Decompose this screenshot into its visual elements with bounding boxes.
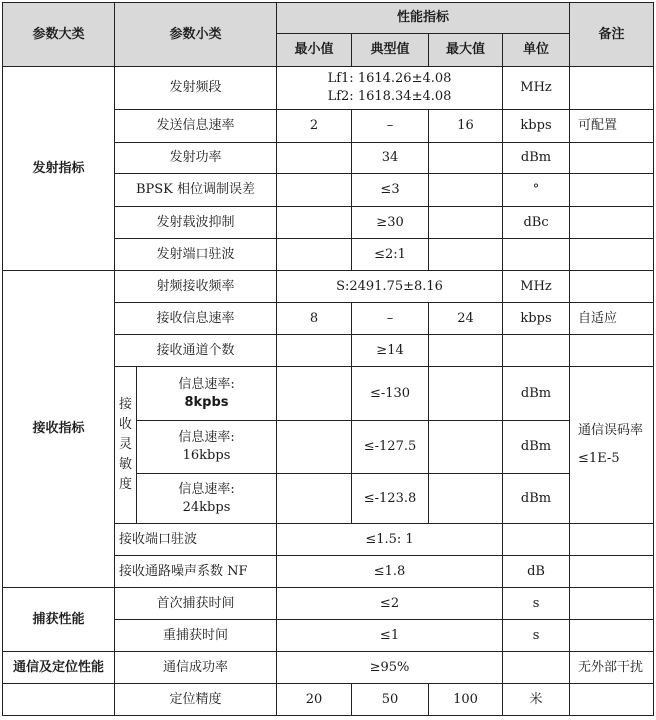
param-label: 发射载波抑制 xyxy=(115,207,277,239)
header-minor: 参数小类 xyxy=(115,3,277,67)
sens-rate-title: 信息速率: xyxy=(178,481,235,497)
typ-cell: ≥14 xyxy=(352,335,429,367)
min-cell xyxy=(277,421,352,474)
band-value-1: Lf1: 1614.26±4.08 xyxy=(327,71,452,86)
note-cell xyxy=(570,143,654,174)
param-label: 通信成功率 xyxy=(115,652,277,684)
reacq-value: ≤1 xyxy=(277,620,503,652)
unit-cell: kbps xyxy=(503,303,570,335)
note-cell: 无外部干扰 xyxy=(570,652,654,684)
header-typ: 典型值 xyxy=(352,34,429,67)
band-value xyxy=(277,67,503,110)
min-cell xyxy=(277,474,352,524)
band-value-2: Lf2: 1618.34±4.08 xyxy=(327,89,452,104)
note-cell xyxy=(570,335,654,367)
category-rx: 接收指标 xyxy=(3,271,115,588)
min-cell xyxy=(277,239,352,271)
max-cell xyxy=(429,421,503,474)
note-cell: 自适应 xyxy=(570,303,654,335)
category-acq: 捕获性能 xyxy=(3,588,115,652)
sens-note-line2: ≤1E-5 xyxy=(578,451,620,466)
header-min: 最小值 xyxy=(277,34,352,67)
header-max: 最大值 xyxy=(429,34,503,67)
min-cell: 8 xyxy=(277,303,352,335)
unit-cell: MHz xyxy=(503,271,570,303)
param-label: 首次捕获时间 xyxy=(115,588,277,620)
category-empty xyxy=(3,684,115,716)
sens-note xyxy=(570,367,654,524)
unit-cell: dBm xyxy=(503,143,570,174)
sens-rate-value: 16kbps xyxy=(182,448,231,463)
sens-rate-value: 24kbps xyxy=(182,499,231,515)
unit-cell: dBc xyxy=(503,207,570,239)
category-comm: 通信及定位性能 xyxy=(3,652,115,684)
unit-cell: dBm xyxy=(503,367,570,421)
unit-cell: s xyxy=(503,620,570,652)
vswr-value: ≤1.5: 1 xyxy=(277,524,503,556)
note-cell xyxy=(570,207,654,239)
note-cell xyxy=(570,556,654,588)
unit-cell xyxy=(503,335,570,367)
note-cell xyxy=(570,271,654,303)
max-cell: 16 xyxy=(429,110,503,143)
min-cell xyxy=(277,367,352,421)
param-label: 接收信息速率 xyxy=(115,303,277,335)
max-cell xyxy=(429,474,503,524)
category-tx: 发射指标 xyxy=(3,67,115,271)
param-label: 接收通道个数 xyxy=(115,335,277,367)
param-label: 发射功率 xyxy=(115,143,277,174)
unit-cell: MHz xyxy=(503,67,570,110)
sens-rate-label xyxy=(137,421,277,474)
table-row xyxy=(3,684,654,716)
header-unit: 单位 xyxy=(503,34,570,67)
typ-cell: – xyxy=(352,303,429,335)
unit-cell: dB xyxy=(503,556,570,588)
max-cell: 24 xyxy=(429,303,503,335)
sens-char: 灵 xyxy=(118,437,132,452)
sens-char: 敏 xyxy=(118,457,132,472)
note-cell xyxy=(570,174,654,207)
max-cell: 100 xyxy=(429,684,503,716)
first-acq-value: ≤2 xyxy=(277,588,503,620)
min-cell xyxy=(277,143,352,174)
header-perf: 性能指标 xyxy=(277,3,570,34)
max-cell xyxy=(429,207,503,239)
sens-rate-title: 信息速率: xyxy=(178,430,235,445)
table-row xyxy=(3,652,654,684)
note-cell xyxy=(570,239,654,271)
typ-cell: ≤-123.8 xyxy=(352,474,429,524)
max-cell xyxy=(429,335,503,367)
freq-value: S:2491.75±8.16 xyxy=(277,271,503,303)
param-label: 发射频段 xyxy=(115,67,277,110)
typ-cell: ≤-127.5 xyxy=(352,421,429,474)
header-note: 备注 xyxy=(570,3,654,67)
typ-cell: ≤3 xyxy=(352,174,429,207)
note-cell xyxy=(570,620,654,652)
unit-cell: dBm xyxy=(503,474,570,524)
sens-rate-label xyxy=(137,367,277,421)
max-cell xyxy=(429,239,503,271)
table-row xyxy=(3,588,654,620)
sens-rate-label xyxy=(137,474,277,524)
note-cell xyxy=(570,524,654,556)
max-cell xyxy=(429,143,503,174)
nf-value: ≤1.8 xyxy=(277,556,503,588)
param-label: 发送信息速率 xyxy=(115,110,277,143)
typ-cell: ≤2:1 xyxy=(352,239,429,271)
max-cell xyxy=(429,174,503,207)
unit-cell: 米 xyxy=(503,684,570,716)
min-cell xyxy=(277,207,352,239)
unit-cell: ° xyxy=(503,174,570,207)
header-major: 参数大类 xyxy=(3,3,115,67)
typ-cell: ≤-130 xyxy=(352,367,429,421)
table-row xyxy=(3,67,654,110)
param-label: 定位精度 xyxy=(115,684,277,716)
note-cell xyxy=(570,588,654,620)
spec-table xyxy=(2,2,654,716)
param-label: 射频接收频率 xyxy=(115,271,277,303)
typ-cell: ≥30 xyxy=(352,207,429,239)
note-cell xyxy=(570,684,654,716)
unit-cell xyxy=(503,524,570,556)
note-cell: 可配置 xyxy=(570,110,654,143)
typ-cell: 50 xyxy=(352,684,429,716)
sens-char: 收 xyxy=(118,417,132,432)
typ-cell: 34 xyxy=(352,143,429,174)
table-row xyxy=(3,271,654,303)
param-label: 重捕获时间 xyxy=(115,620,277,652)
sens-char: 度 xyxy=(118,477,132,492)
unit-cell: s xyxy=(503,588,570,620)
typ-cell: – xyxy=(352,110,429,143)
unit-cell xyxy=(503,652,570,684)
unit-cell: dBm xyxy=(503,421,570,474)
sens-note-line1: 通信误码率 xyxy=(578,423,644,438)
unit-cell xyxy=(503,239,570,271)
sens-char: 接 xyxy=(118,397,132,412)
sens-rate-title: 信息速率: xyxy=(178,376,235,392)
sensitivity-label xyxy=(115,367,137,524)
min-cell xyxy=(277,174,352,207)
note-cell xyxy=(570,67,654,110)
unit-cell: kbps xyxy=(503,110,570,143)
max-cell xyxy=(429,367,503,421)
param-label: BPSK 相位调制误差 xyxy=(115,174,277,207)
sens-rate-value: 8kpbs xyxy=(184,394,229,410)
min-cell: 2 xyxy=(277,110,352,143)
min-cell xyxy=(277,335,352,367)
param-label: 发射端口驻波 xyxy=(115,239,277,271)
param-label: 接收端口驻波 xyxy=(115,524,277,556)
min-cell: 20 xyxy=(277,684,352,716)
success-value: ≥95% xyxy=(277,652,503,684)
param-label: 接收通路噪声系数 NF xyxy=(115,556,277,588)
